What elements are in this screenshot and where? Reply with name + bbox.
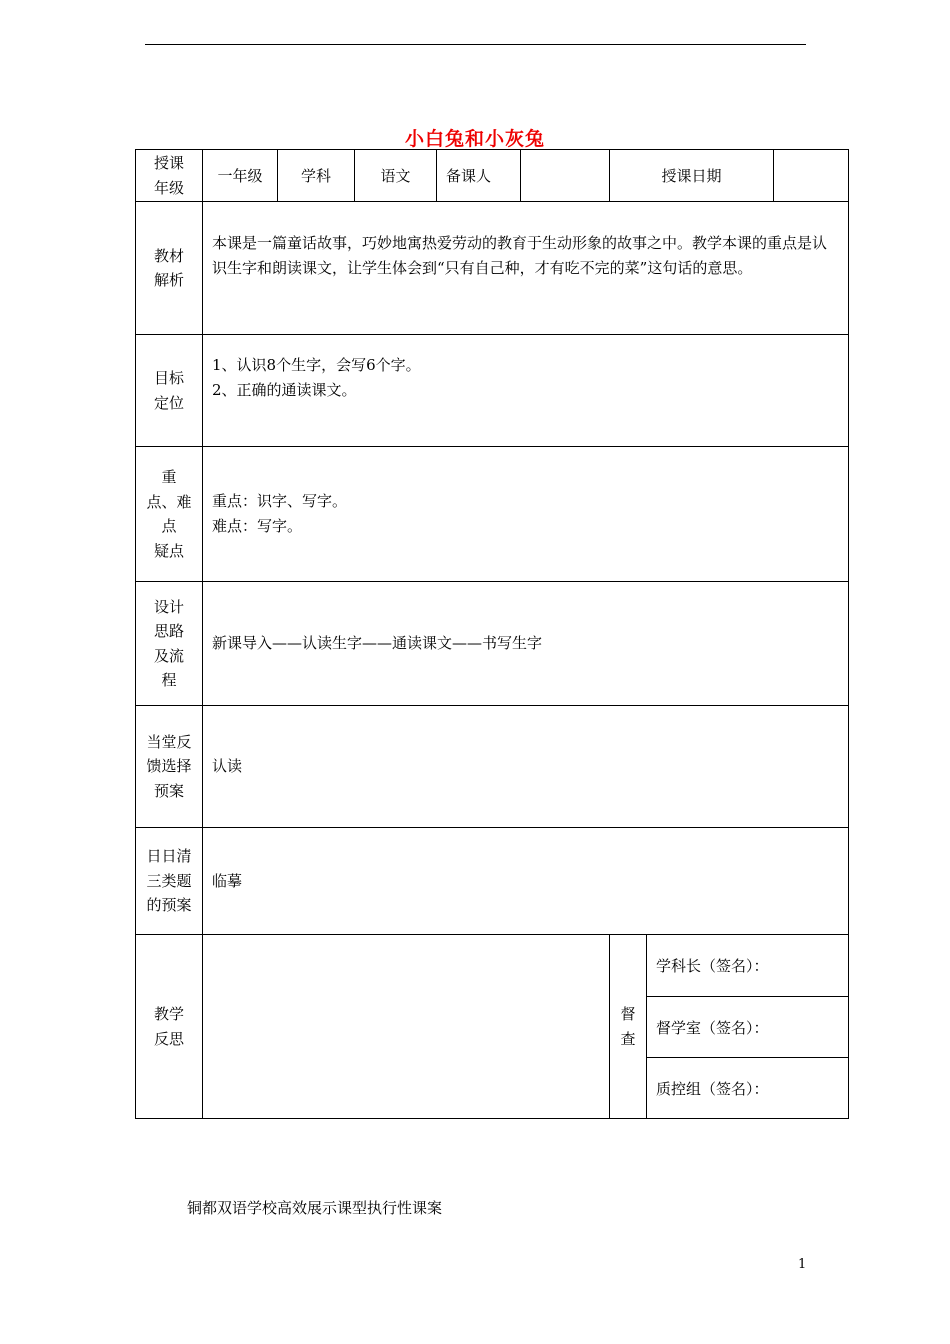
material-text: 本课是一篇童话故事，巧妙地寓热爱劳动的教育于生动形象的故事之中。教学本课的重点是认识生字和朗读课文，让学生体会到“只有自己种，才有吃不完的菜”这句话的意思。 [212, 234, 828, 277]
daily-content: 临摹 [203, 828, 849, 935]
grade-value: 一年级 [203, 150, 278, 202]
date-value [774, 150, 849, 202]
keypoints-content [203, 447, 849, 582]
date-label: 授课日期 [610, 150, 774, 202]
feedback-content: 认读 [203, 706, 849, 828]
footer-note: 铜都双语学校高效展示课型执行性课案 [187, 1199, 443, 1217]
signature-subject-head: 学科长（签名）： [647, 935, 849, 997]
design-row [136, 582, 849, 706]
supervise-label: 督 查 [610, 935, 647, 1119]
subject-value: 语文 [355, 150, 437, 202]
reflection-content [203, 935, 610, 1119]
daily-row [136, 828, 849, 935]
signature-quality-control: 质控组（签名）： [647, 1058, 849, 1119]
goals-label: 目标 定位 [136, 335, 203, 447]
header-rule [145, 44, 806, 45]
material-row [136, 202, 849, 335]
page-title: 小白兔和小灰兔 [404, 128, 545, 150]
reflection-label: 教学 反思 [136, 935, 203, 1119]
design-content: 新课导入——认读生字——通读课文——书写生字 [203, 582, 849, 706]
goals-content [203, 335, 849, 447]
preparer-label: 备课人 [437, 150, 521, 202]
design-label: 设计 思路 及流 程 [136, 582, 203, 706]
material-content [203, 202, 849, 335]
reflection-row [136, 935, 849, 997]
keypoints-label: 重 点、难 点 疑点 [136, 447, 203, 582]
lesson-plan-table [135, 149, 849, 1119]
goals-text: 1、认识8个生字，会写6个字。 2、正确的通读课文。 [212, 356, 421, 399]
keypoints-row [136, 447, 849, 582]
daily-label: 日日清 三类题 的预案 [136, 828, 203, 935]
feedback-label: 当堂反 馈选择 预案 [136, 706, 203, 828]
preparer-value [521, 150, 610, 202]
feedback-row [136, 706, 849, 828]
keypoints-text: 重点：识字、写字。 难点：写字。 [212, 492, 348, 535]
subject-label: 学科 [278, 150, 355, 202]
header-row [136, 150, 849, 202]
signature-supervision-office: 督学室（签名）： [647, 997, 849, 1058]
grade-label: 授课 年级 [136, 150, 203, 202]
page-number: 1 [798, 1257, 807, 1272]
goals-row [136, 335, 849, 447]
material-label: 教材 解析 [136, 202, 203, 335]
